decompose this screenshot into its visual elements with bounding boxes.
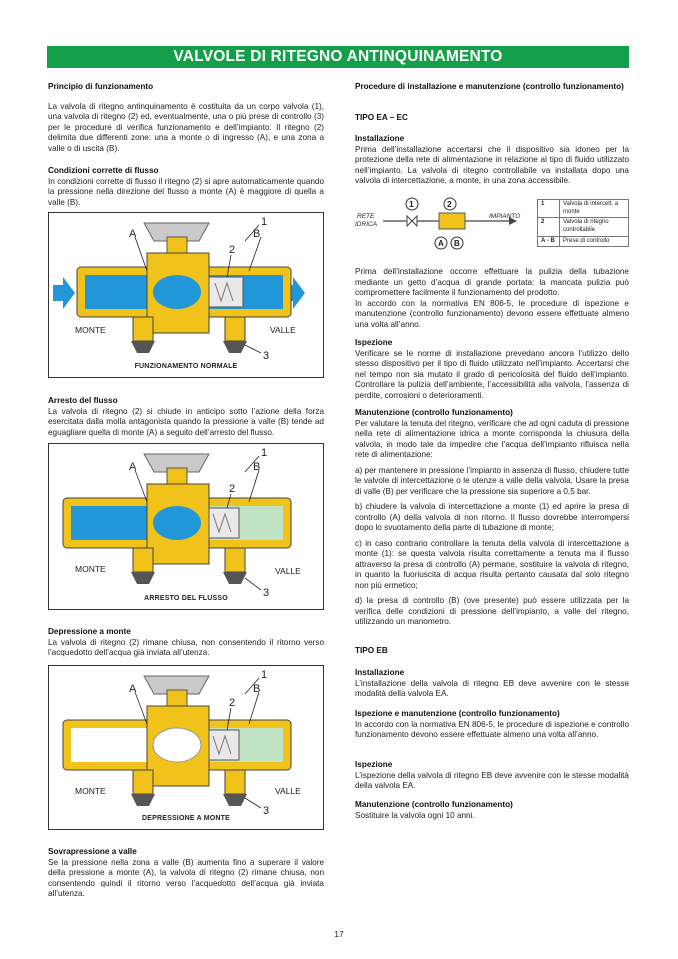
legend-value: Prese di controllo (560, 236, 629, 247)
heading-tipo-eb: TIPO EB (355, 646, 388, 655)
figure-caption: FUNZIONAMENTO NORMALE (134, 363, 238, 371)
section-eb-ispezione (355, 760, 629, 792)
figure-funzionamento-normale (48, 212, 324, 378)
heading-tipo-ea-ec: TIPO EA – EC (355, 113, 408, 122)
section-manutenzione (355, 408, 629, 628)
text-pulizia: Prima dell’installazione occorre effettuare la pulizia della tubazione mediante un getto d’acqua di grande portata: la mancata pulizia può compromettere facilmente il funzionamento del prodotto. (355, 267, 629, 297)
label-2: 2 (229, 244, 236, 256)
heading-eb-manutenzione: Manutenzione (controllo funzionamento) (355, 800, 513, 809)
section-arresto (48, 396, 324, 438)
text-eb-ispezione: L’ispezione della valvola di ritegno EB deve avvenire con le stesse modalità della valvola EA. (355, 770, 629, 790)
valve-diagram-stop (49, 444, 323, 609)
label-b: B (253, 228, 261, 240)
text-eb-installazione: L’installazione della valvola di ritegno EB deve avvenire con le stesse modalità della valvola EA. (355, 678, 629, 698)
text-eb-ispezione-manutenzione: In accordo con la normativa EN 806-5, le procedure di ispezione e controllo funzionamento devono essere effettuate almeno una volta all’anno. (355, 719, 629, 739)
page-number: 17 (334, 929, 344, 939)
legend-value: Valvola di ritegno controllabile (560, 218, 629, 236)
section-tipo-eb (355, 646, 629, 657)
heading-ispezione: Ispezione (355, 338, 393, 347)
section-pulizia (355, 267, 629, 330)
text-principio: La valvola di ritegno antinquinamento è costituita da un corpo valvola (1), una valvola di ritegno (2) ed, eventualmente, una o più prese di controllo (3) per le procedure di verifica funzionamento e dell’impianto. Il ritegno (2) delimita due differenti zone: una a monte o di ingresso (A), e una zona a valle o di uscita (B). (48, 101, 324, 153)
text-ispezione: Verificare se le norme di installazione prevedano ancora l’utilizzo dello stesso dispositivo per il tipo di fluido utilizzato nell’impianto. Accertarsi che nel tempo non sia mutato il grado di pericolosità del fluido dell’impianto. Controllare la pulizia dell’ambiente, l’accessibilità alla valvola, l’assenza di perdite, corrosioni o deterioramenti. (355, 348, 629, 400)
legend-value: Valvola di intercett. a monte (560, 200, 629, 218)
label-3: 3 (263, 587, 270, 599)
figure-caption: DEPRESSIONE A MONTE (141, 815, 231, 823)
label-valle: VALLE (275, 786, 301, 796)
text-manutenzione-b: b) chiudere la valvola di intercettazione a monte (1) ed aprire la presa di controllo (A) della valvola di non ritorno. Il flusso dovrebbe interrompersi dopo lo svuotamento della parte di tubazione di monte; (355, 502, 629, 532)
heading-condizioni: Condizioni corrette di flusso (48, 166, 159, 175)
section-ispezione (355, 338, 629, 401)
text-arresto: La valvola di ritegno (2) si chiude in anticipo sotto l’azione della forza esercitata dalla molla antagonista quando la pressione a valle (B) tende ad eguagliare quella di monte (A) a seguito dell’arresto del flusso. (48, 406, 324, 437)
heading-principio: Principio di funzionamento (48, 82, 154, 91)
text-depressione: La valvola di ritegno (2) rimane chiusa, non consentendo il ritorno verso l’acquedotto dell’acqua già inviata all’utenza. (48, 637, 324, 657)
section-sovrapressione (48, 847, 324, 900)
text-manutenzione-a: a) per mantenere in pressione l’impianto in assenza di flusso, chiudere tutte le valvole di intercettazione o le utenze a valle della valvola. Usare la presa di valle (B) per verificare che la pressione sia superiore a 0,5 bar. (355, 465, 629, 496)
section-eb-installazione (355, 668, 629, 700)
heading-eb-ispezione: Ispezione (355, 760, 393, 769)
label-b: B (253, 461, 261, 473)
label-1: 1 (261, 669, 268, 681)
legend-key: 1 (538, 200, 560, 218)
label-monte: MONTE (75, 325, 106, 335)
heading-arresto: Arresto del flusso (48, 396, 118, 405)
text-installazione: Prima dell’installazione accertarsi che il dispositivo sia idoneo per la protezione della rete di alimentazione in relazione al tipo di fluido utilizzato nell’impianto. La valvola di ritegno controllabile va installata dopo una valvola di intercettazione, a monte, in una zona accessibile. (355, 144, 629, 185)
label-a: A (129, 683, 137, 695)
valve-diagram-normal (49, 213, 323, 377)
label-a: A (129, 461, 137, 473)
legend-table (537, 199, 629, 247)
heading-eb-ispezione-manutenzione: Ispezione e manutenzione (controllo funzionamento) (355, 709, 560, 718)
label-valle: VALLE (270, 325, 296, 335)
label-a: A (438, 239, 444, 248)
text-normativa: In accordo con la normativa EN 806-5, le procedure di ispezione e manutenzione (controllo funzionamento) devono essere effettuate almeno una volta all’anno. (355, 298, 629, 329)
legend-row (538, 200, 629, 218)
label-b: B (454, 239, 460, 248)
label-3: 3 (263, 805, 270, 817)
heading-installazione: Installazione (355, 134, 405, 143)
figure-depressione-monte (48, 665, 324, 830)
heading-manutenzione: Manutenzione (controllo funzionamento) (355, 408, 513, 417)
label-monte: MONTE (75, 786, 106, 796)
label-idrica: IDRICA (355, 221, 378, 228)
label-a: A (129, 228, 137, 240)
text-eb-manutenzione: Sostituire la valvola ogni 10 anni. (355, 810, 475, 820)
heading-procedure: Procedure di installazione e manutenzione (controllo funzionamento) (355, 82, 624, 91)
section-depressione (48, 627, 324, 659)
section-principio (48, 82, 324, 154)
label-monte: MONTE (75, 564, 106, 574)
label-1: 1 (409, 199, 414, 209)
label-impianto: IMPIANTO (489, 213, 521, 220)
section-eb-ispezione-manutenzione (355, 709, 629, 741)
text-condizioni: In condizioni corrette di flusso il ritegno (2) si apre automaticamente quando la pressione nella direzione del flusso a monte (A) è maggiore di quella a valle (B). (48, 176, 324, 207)
label-3: 3 (263, 350, 270, 362)
label-1: 1 (261, 216, 268, 228)
heading-eb-installazione: Installazione (355, 668, 405, 677)
section-condizioni (48, 166, 324, 208)
label-2: 2 (447, 199, 452, 209)
installation-diagram (355, 196, 629, 256)
page-title: VALVOLE DI RITEGNO ANTINQUINAMENTO (47, 46, 629, 68)
heading-depressione: Depressione a monte (48, 627, 131, 636)
label-b: B (253, 683, 261, 695)
label-1: 1 (261, 447, 268, 459)
legend-key: A - B (538, 236, 560, 247)
figure-caption: ARRESTO DEL FLUSSO (144, 595, 228, 603)
legend-row (538, 218, 629, 236)
figure-arresto-flusso (48, 443, 324, 610)
valve-diagram-depression (49, 666, 323, 829)
text-sovrapressione: Se la pressione nella zona a valle (B) aumenta fino a superare il valore della pressione a monte (A), la valvola di ritegno (2) rimane chiusa, non consentendo quindi il ritorno verso l’acquedotto dell’acqua già inviata all’utenza. (48, 857, 324, 898)
label-rete: RETE (357, 213, 375, 220)
label-2: 2 (229, 697, 236, 709)
legend-key: 2 (538, 218, 560, 236)
pipe-schematic (355, 196, 535, 254)
label-valle: VALLE (275, 566, 301, 576)
heading-sovrapressione: Sovrapressione a valle (48, 847, 137, 856)
legend-row (538, 236, 629, 247)
text-manutenzione-d: d) la presa di controllo (B) (ove presente) può essere utilizzata per la verifica delle condizioni di pressione dell’impianto, a valle del ritegno, utilizzando un manometro. (355, 596, 629, 626)
label-2: 2 (229, 483, 236, 495)
text-manutenzione: Per valutare la tenuta del ritegno, verificare che ad ogni caduta di pressione nella rete di alimentazione idrica a monte corrisponda la chiusura della valvola, in modo tale da impedire che l’acqua dell’impianto rifluisca nella rete di alimentazione: (355, 418, 629, 459)
text-manutenzione-c: c) in caso contrario controllare la tenuta della valvola di intercettazione a monte (1): se questa valvola risulta correttamente a tenuta ma il flusso attraverso la presa di controllo (A) permane, sostituire la valvola di ritegno, in quanto la fuoriuscita di acqua risulta pertanto causata dal solo ritegno non più ermetico; (355, 538, 629, 590)
section-installazione (355, 134, 629, 187)
section-tipo-ea-ec (355, 113, 629, 124)
section-eb-manutenzione (355, 800, 629, 821)
section-procedure (355, 82, 629, 93)
